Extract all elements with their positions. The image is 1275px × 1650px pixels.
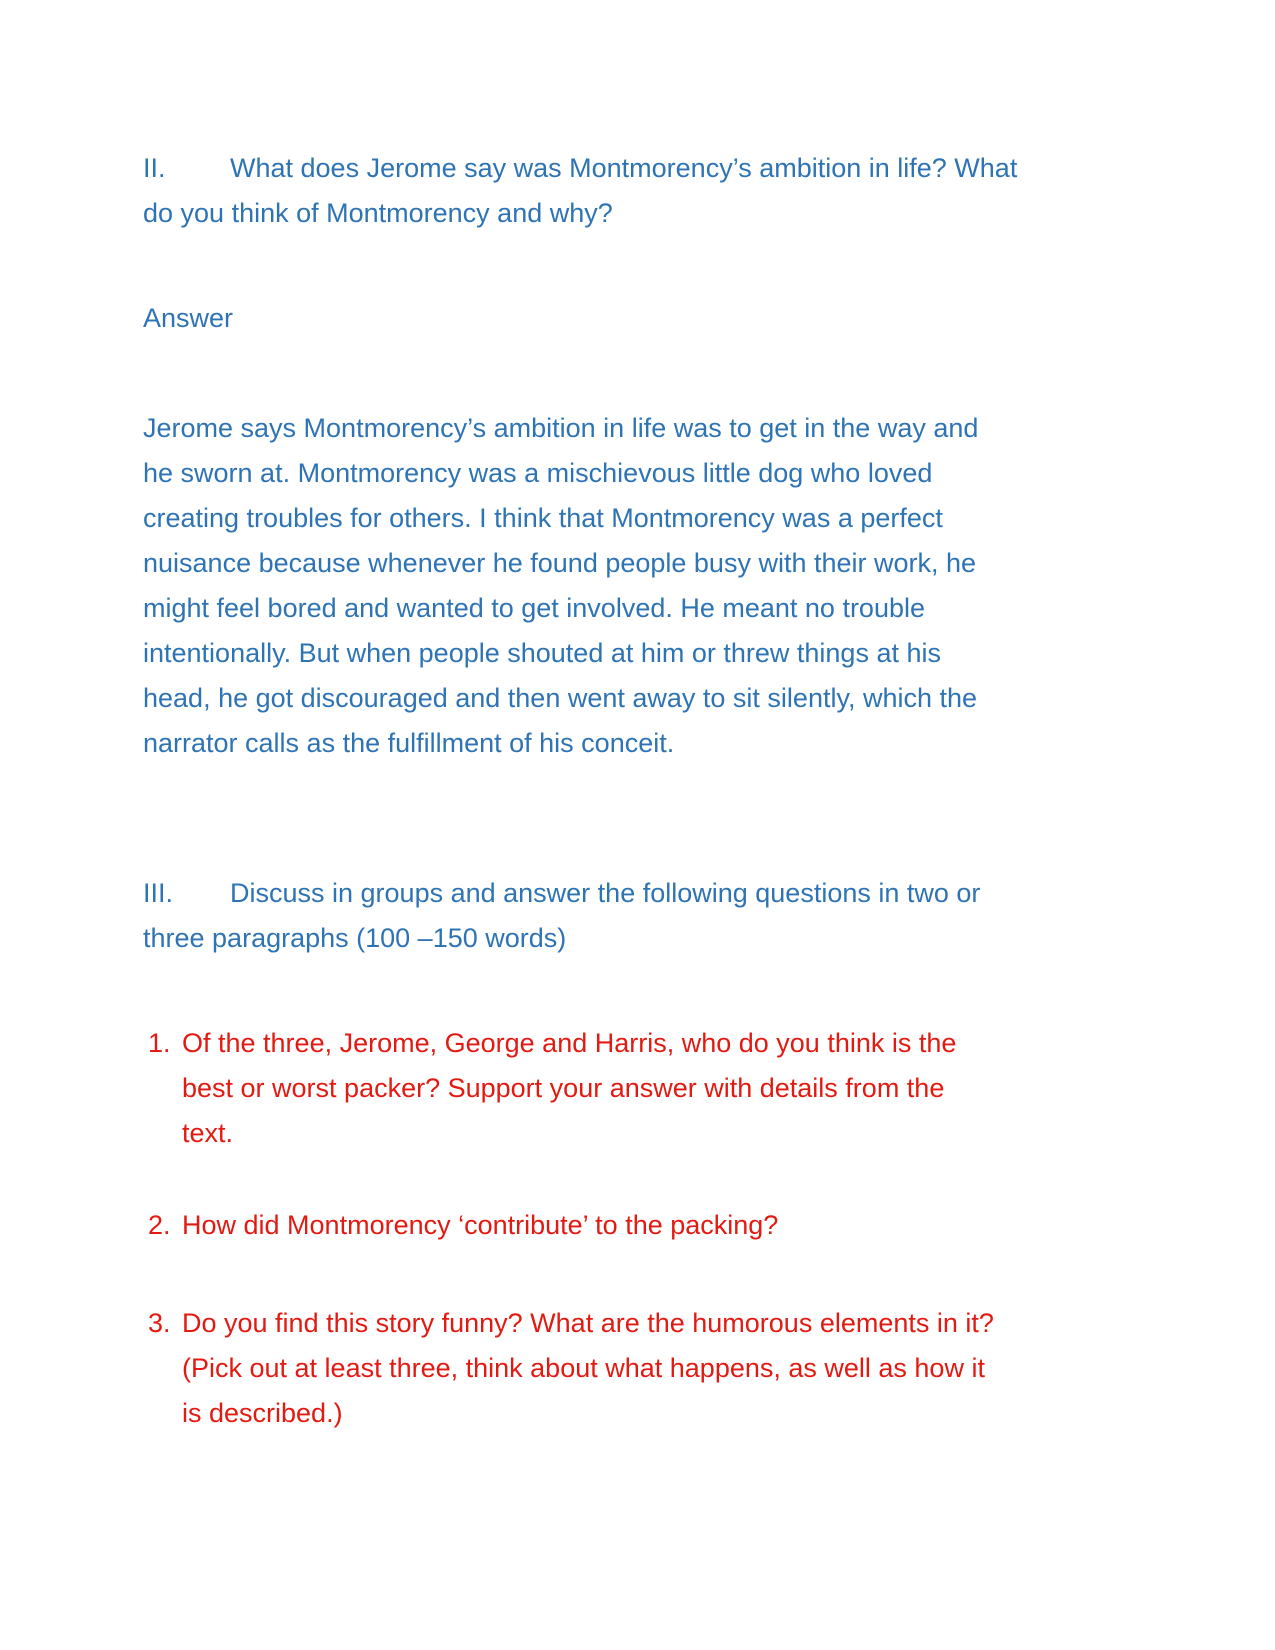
discussion-question-2: [148, 1203, 778, 1248]
paragraph-line: narrator calls as the fulfillment of his conceit.: [143, 728, 675, 758]
paragraph-line: head, he got discouraged and then went away to sit silently, which the: [143, 683, 978, 713]
paragraph-line: Jerome says Montmorency’s ambition in life was to get in the way and: [143, 413, 979, 443]
paragraph-line: might feel bored and wanted to get involved. He meant no trouble: [143, 593, 925, 623]
answer-label-text: Answer: [143, 303, 234, 333]
heading-line: [143, 871, 980, 916]
question-line: is described.): [182, 1398, 343, 1428]
discussion-question-3: [148, 1301, 994, 1436]
question-line: How did Montmorency ‘contribute’ to the packing?: [182, 1210, 779, 1240]
discussion-question-1: [148, 1021, 956, 1156]
paragraph-line: he sworn at. Montmorency was a mischievous little dog who loved: [143, 458, 933, 488]
list-number: 1.: [148, 1028, 171, 1058]
answer-paragraph: [143, 406, 978, 766]
question-line: Do you find this story funny? What are the humorous elements in it?: [182, 1308, 994, 1338]
heading-line: three paragraphs (100 –150 words): [143, 923, 567, 953]
question-ii-heading: [143, 146, 1017, 236]
roman-numeral-label: II.: [143, 153, 166, 183]
heading-line: do you think of Montmorency and why?: [143, 198, 613, 228]
heading-text: What does Jerome say was Montmorency’s ambition in life? What: [230, 153, 1018, 183]
question-line: best or worst packer? Support your answer with details from the: [182, 1073, 945, 1103]
answer-label: [143, 296, 233, 341]
question-line: text.: [182, 1118, 234, 1148]
paragraph-line: creating troubles for others. I think that Montmorency was a perfect: [143, 503, 943, 533]
list-number: 2.: [148, 1210, 171, 1240]
question-iii-heading: [143, 871, 980, 961]
list-number: 3.: [148, 1308, 171, 1338]
paragraph-line: intentionally. But when people shouted at him or threw things at his: [143, 638, 941, 668]
question-line: Of the three, Jerome, George and Harris, who do you think is the: [182, 1028, 957, 1058]
question-line: (Pick out at least three, think about what happens, as well as how it: [182, 1353, 985, 1383]
paragraph-line: nuisance because whenever he found people busy with their work, he: [143, 548, 977, 578]
heading-text: Discuss in groups and answer the following questions in two or: [230, 878, 981, 908]
heading-line: [143, 146, 1017, 191]
roman-numeral-label: III.: [143, 878, 174, 908]
